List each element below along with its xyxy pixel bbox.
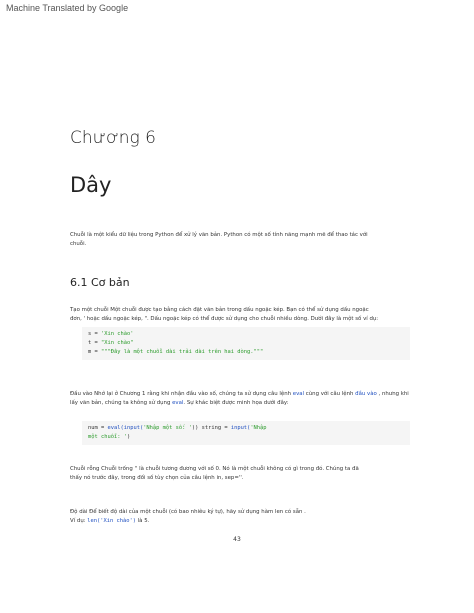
code-line: s = 'Xin chào' — [88, 331, 134, 337]
code-block-input — [82, 421, 410, 445]
empty-line: thấy nó trước đây, trong đối số tùy chọn của câu lệnh in, sep=''. — [70, 475, 244, 481]
section-heading: 6.1 Cơ bản — [70, 276, 130, 289]
empty-line: Chuỗi rỗng Chuỗi trống '' là chuỗi tương đương với số 0. Nó là một chuỗi không có gì trong đó. Chúng ta đã — [70, 466, 359, 472]
basics-line: Tạo một chuỗi Một chuỗi được tạo bằng cách đặt văn bản trong dấu ngoặc kép. Bạn có thể sử dụng dấu ngoặc — [70, 307, 369, 313]
code-line: num = eval(input('Nhập một số: ')) string = input('Nhập — [88, 425, 267, 431]
intro-paragraph — [70, 231, 410, 249]
length-paragraph — [70, 508, 410, 526]
input-line: lấy văn bản, chúng ta không sử dụng eval. Sự khác biệt được minh họa dưới đây: — [70, 400, 289, 406]
input-line: Đầu vào Nhớ lại ở Chương 1 rằng khi nhận đầu vào số, chúng ta sử dụng câu lệnh eval cùng với câu lệnh đầu vào , nhưng khi — [70, 391, 409, 397]
code-line: một chuỗi: ') — [88, 434, 131, 440]
basics-line: đơn, ' hoặc dấu ngoặc kép, ". Dấu ngoặc kép có thể được sử dụng cho chuỗi nhiều dòng. Dưới đây là một số ví dụ: — [70, 316, 379, 322]
code-line: m = """Đây là một chuỗi dài trải dài trên hai dòng.""" — [88, 349, 264, 355]
input-paragraph — [70, 390, 410, 408]
basics-paragraph — [70, 306, 410, 324]
code-block-strings — [82, 327, 410, 360]
length-line: Ví dụ: len('Xin chào') là 5. — [70, 518, 150, 524]
empty-string-paragraph — [70, 465, 410, 483]
code-line: t = "Xin chào" — [88, 340, 134, 346]
length-line: Độ dài Để biết độ dài của một chuỗi (có bao nhiêu ký tự), hãy sử dụng hàm len có sẵn . — [70, 509, 306, 515]
page-number: 43 — [233, 536, 241, 543]
intro-line: chuỗi. — [70, 241, 87, 247]
intro-line: Chuỗi là một kiểu dữ liệu trong Python để xử lý văn bản. Python có một số tính năng mạnh mẽ để thao tác với — [70, 232, 368, 238]
machine-translated-label: Machine Translated by Google — [6, 3, 129, 13]
chapter-title: Dây — [70, 173, 112, 197]
chapter-label: Chương 6 — [70, 128, 156, 148]
